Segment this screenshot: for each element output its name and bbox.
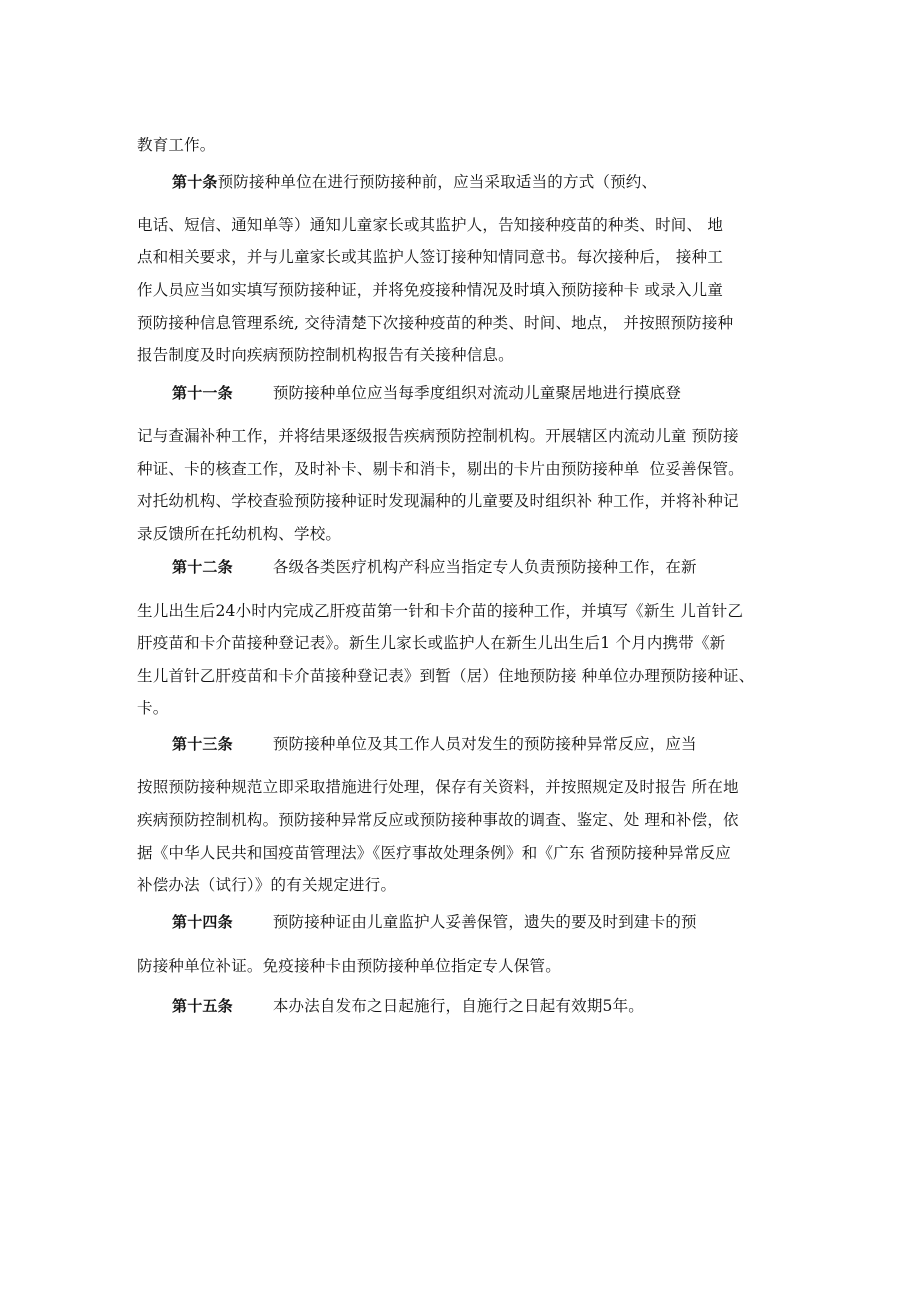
article-10-text: 预防接种单位在进行预防接种前，应当采取适当的方式（预约、 [217,173,658,191]
article-11-line: 录反馈所在托幼机构、学校。 [137,525,342,543]
article-10-heading: 第十条 [172,173,218,191]
article-11-line: 记与查漏补种工作，并将结果逐级报告疾病预防控制机构。开展辖区内流动儿童 预防接 [137,427,739,445]
article-11-heading: 第十一条 [172,384,233,402]
article-11-first-line [172,383,681,403]
article-14-first-line [172,912,697,932]
article-15-first-line [172,996,644,1016]
article-11-text: 预防接种单位应当每季度组织对流动儿童聚居地进行摸底登 [272,384,682,402]
article-13-line: 据《中华人民共和国疫苗管理法》《医疗事故处理条例》和《广东 省预防接种异常反应 [137,844,731,862]
article-10-line: 点和相关要求，并与儿童家长或其监护人签订接种知情同意书。每次接种后， 接种工 [137,248,724,266]
article-14-heading: 第十四条 [172,913,233,931]
article-10-line: 报告制度及时向疾病预防控制机构报告有关接种信息。 [137,346,514,364]
article-10-line: 电话、短信、通知单等）通知儿童家长或其监护人，告知接种疫苗的种类、时间、 地 [137,216,724,234]
article-11-line: 对托幼机构、学校查验预防接种证时发现漏种的儿童要及时组织补 种工作，并将补种记 [137,492,739,510]
article-13-first-line [172,734,697,754]
article-11-line: 种证、卡的核查工作，及时补卡、剔卡和消卡，剔出的卡片由预防接种单 位妥善保管。 [137,460,744,478]
article-13-line: 疾病预防控制机构。预防接种异常反应或预防接种事故的调查、鉴定、处 理和补偿，依 [137,811,739,829]
article-12-text: 各级各类医疗机构产科应当指定专人负责预防接种工作，在新 [272,558,697,576]
article-13-line: 补偿办法（试行）》的有关规定进行。 [137,876,397,894]
article-14-line: 防接种单位补证。免疫接种卡由预防接种单位指定专人保管。 [137,957,561,975]
article-15-heading: 第十五条 [172,997,233,1015]
article-13-text: 预防接种单位及其工作人员对发生的预防接种异常反应，应当 [272,735,697,753]
article-15-text: 本办法自发布之日起施行，自施行之日起有效期5年。 [272,997,644,1015]
article-12-line: 生儿首针乙肝疫苗和卡介苗接种登记表》到暂（居）住地预防接 种单位办理预防接种证、 [137,667,755,685]
article-13-line: 按照预防接种规范立即采取措施进行处理，保存有关资料，并按照规定及时报告 所在地 [137,778,739,796]
article-10-first-line [172,172,657,192]
intro-line: 教育工作。 [137,136,216,154]
article-12-line: 肝疫苗和卡介苗接种登记表》。新生儿家长或监护人在新生儿出生后1 个月内携带《新 [137,634,726,652]
article-12-heading: 第十二条 [172,558,233,576]
article-14-text: 预防接种证由儿童监护人妥善保管，遗失的要及时到建卡的预 [272,913,697,931]
article-12-first-line [172,557,697,577]
article-10-line: 作人员应当如实填写预防接种证，并将免疫接种情况及时填入预防接种卡 或录入儿童 [137,281,724,299]
article-13-heading: 第十三条 [172,735,233,753]
article-12-line: 卡。 [137,699,169,717]
article-10-line: 预防接种信息管理系统, 交待清楚下次接种疫苗的种类、时间、地点， 并按照预防接种 [137,314,734,332]
article-12-line: 生儿出生后24小时内完成乙肝疫苗第一针和卡介苗的接种工作，并填写《新生 儿首针乙 [137,602,744,620]
